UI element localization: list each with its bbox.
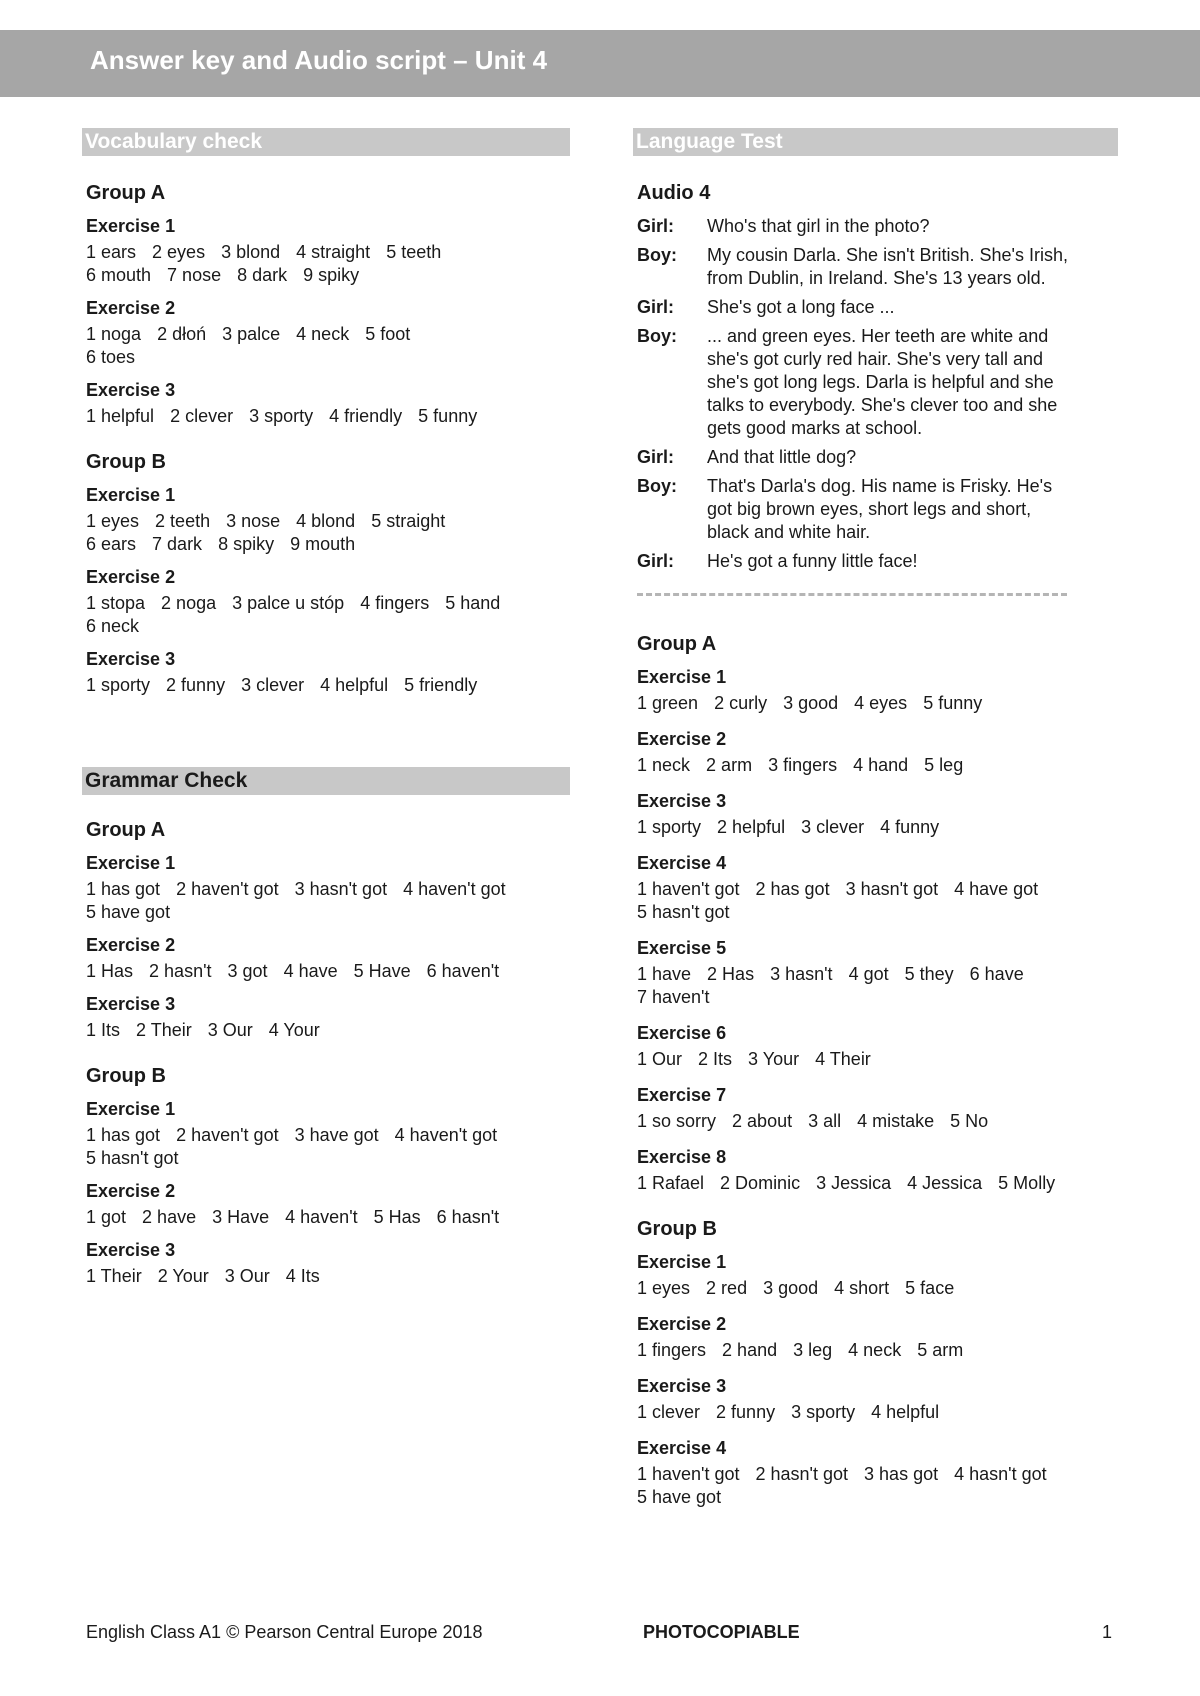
answer-item: 1 clever: [637, 1402, 701, 1422]
utterance-line: gets good marks at school.: [707, 418, 923, 438]
answer-item: 1 fingers: [637, 1340, 707, 1360]
exercise-title: Exercise 2: [86, 935, 176, 955]
answer-item: 1 Our: [637, 1049, 683, 1069]
answer-line: [637, 1339, 1118, 1362]
answer-line: [637, 1172, 1118, 1195]
utterance-line: she's got long legs. Darla is helpful and she: [707, 372, 1054, 392]
section-title-vocabulary: Vocabulary check: [82, 128, 570, 156]
answer-item: 4 short: [834, 1278, 890, 1298]
answer-item: 4 have: [283, 961, 338, 981]
answer-item: 2 funny: [716, 1402, 776, 1422]
answer-item: 1 eyes: [637, 1278, 691, 1298]
answer-item: 1 ears: [86, 242, 137, 262]
script-line: [637, 296, 1118, 319]
speaker-utterance: [707, 325, 1118, 440]
speaker-utterance: [707, 550, 1118, 573]
answer-item: 1 has got: [86, 879, 161, 899]
exercise-title: Exercise 2: [637, 729, 727, 749]
answer-item: 2 hasn't: [149, 961, 212, 981]
exercise-title: Exercise 1: [637, 667, 727, 687]
answer-item: 8 spiky: [218, 534, 275, 554]
left-column: [82, 128, 570, 1288]
answer-item: 3 nose: [226, 511, 281, 531]
answer-line: [637, 986, 1118, 1009]
answer-line: [637, 878, 1118, 901]
answer-item: 5 have got: [86, 902, 171, 922]
answer-item: 1 stopa: [86, 593, 146, 613]
exercise-title: Exercise 1: [86, 216, 176, 236]
answer-line: [86, 592, 570, 615]
answer-item: 1 has got: [86, 1125, 161, 1145]
answer-item: 5 they: [904, 964, 954, 984]
answer-line: [86, 264, 570, 287]
answer-item: 4 helpful: [871, 1402, 940, 1422]
answer-line: [637, 1110, 1118, 1133]
utterance-line: she's got curly red hair. She's very tall and: [707, 349, 1044, 369]
answer-item: 2 teeth: [155, 511, 211, 531]
exercise-title: Exercise 5: [637, 938, 727, 958]
speaker-label: Girl:: [637, 551, 675, 571]
answer-line: [637, 816, 1118, 839]
script-line: [637, 244, 1118, 290]
answer-item: 2 has got: [755, 879, 830, 899]
utterance-line: And that little dog?: [707, 447, 857, 467]
answer-item: 5 have got: [637, 1487, 722, 1507]
answer-item: 7 nose: [167, 265, 222, 285]
exercise-title: Exercise 4: [637, 1438, 727, 1458]
footer-page-number: 1: [1102, 1622, 1113, 1642]
answer-item: 3 good: [763, 1278, 819, 1298]
answer-item: 4 hand: [853, 755, 909, 775]
answer-item: 3 blond: [221, 242, 281, 262]
answer-item: 3 clever: [801, 817, 865, 837]
exercise-title: Exercise 6: [637, 1023, 727, 1043]
answer-item: 4 Its: [285, 1266, 320, 1286]
answer-item: 5 leg: [924, 755, 964, 775]
answer-item: 3 have got: [294, 1125, 379, 1145]
answer-item: 2 hand: [722, 1340, 778, 1360]
utterance-line: ... and green eyes. Her teeth are white and: [707, 326, 1049, 346]
speaker-utterance: [707, 446, 1118, 469]
answer-item: 4 mistake: [857, 1111, 935, 1131]
answer-item: 4 neck: [848, 1340, 902, 1360]
answer-line: [86, 241, 570, 264]
script-line: [637, 325, 1118, 440]
answer-item: 3 Jessica: [816, 1173, 892, 1193]
group-label: Group A: [86, 819, 166, 841]
speaker-label: Girl:: [637, 447, 675, 467]
exercise-title: Exercise 1: [637, 1252, 727, 1272]
section-title-language-test: Language Test: [633, 128, 1118, 156]
answer-line: [86, 674, 570, 697]
answer-line: [86, 510, 570, 533]
answer-item: 1 haven't got: [637, 1464, 740, 1484]
answer-item: 4 blond: [296, 511, 356, 531]
answer-line: [637, 1277, 1118, 1300]
answer-item: 4 straight: [296, 242, 371, 262]
exercise-title: Exercise 1: [86, 853, 176, 873]
answer-item: 4 Your: [268, 1020, 320, 1040]
answer-item: 1 noga: [86, 324, 142, 344]
group-label: Group A: [86, 182, 166, 204]
script-line: [637, 475, 1118, 544]
answer-item: 4 hasn't got: [954, 1464, 1047, 1484]
answer-line: [86, 1019, 570, 1042]
answer-item: 2 helpful: [717, 817, 786, 837]
answer-item: 3 Have: [212, 1207, 270, 1227]
exercise-title: Exercise 3: [86, 649, 176, 669]
answer-item: 3 Our: [207, 1020, 253, 1040]
group-label: Group B: [637, 1218, 717, 1240]
exercise-title: Exercise 2: [86, 567, 176, 587]
answer-item: 2 arm: [706, 755, 753, 775]
answer-line: [86, 901, 570, 924]
answer-item: 4 eyes: [854, 693, 908, 713]
answer-line: [86, 346, 570, 369]
answer-item: 6 have: [969, 964, 1024, 984]
answer-item: 3 clever: [241, 675, 305, 695]
answer-line: [86, 323, 570, 346]
answer-item: 3 Your: [748, 1049, 800, 1069]
answer-item: 5 Have: [353, 961, 411, 981]
answer-line: [637, 901, 1118, 924]
exercise-title: Exercise 8: [637, 1147, 727, 1167]
answer-item: 1 Its: [86, 1020, 121, 1040]
speaker-label: Girl:: [637, 216, 675, 236]
exercise-title: Exercise 1: [86, 485, 176, 505]
answer-item: 3 sporty: [249, 406, 314, 426]
exercise-title: Exercise 3: [86, 380, 176, 400]
answer-item: 5 teeth: [386, 242, 442, 262]
answer-item: 5 straight: [371, 511, 446, 531]
answer-item: 5 hasn't got: [86, 1148, 179, 1168]
audio-label: Audio 4: [637, 182, 711, 204]
answer-item: 3 palce u stóp: [232, 593, 345, 613]
answer-item: 3 hasn't: [770, 964, 833, 984]
answer-line: [637, 1048, 1118, 1071]
answer-item: 3 all: [808, 1111, 842, 1131]
script-line: [637, 446, 1118, 469]
answer-item: 6 ears: [86, 534, 137, 554]
answer-item: 5 face: [905, 1278, 955, 1298]
page-title: Answer key and Audio script – Unit 4: [90, 45, 548, 75]
answer-item: 3 leg: [793, 1340, 833, 1360]
answer-item: 1 Rafael: [637, 1173, 705, 1193]
answer-item: 1 Their: [86, 1266, 142, 1286]
exercise-title: Exercise 7: [637, 1085, 727, 1105]
speaker-label: Girl:: [637, 297, 675, 317]
answer-item: 3 hasn't got: [845, 879, 939, 899]
answer-item: 1 helpful: [86, 406, 155, 426]
answer-item: 5 arm: [917, 1340, 964, 1360]
group-label: Group B: [86, 1065, 166, 1087]
answer-item: 2 Has: [707, 964, 755, 984]
answer-item: 6 neck: [86, 616, 140, 636]
speaker-utterance: [707, 296, 1118, 319]
answer-line: [637, 1401, 1118, 1424]
answer-item: 3 good: [783, 693, 839, 713]
answer-item: 1 eyes: [86, 511, 140, 531]
answer-line: [86, 1265, 570, 1288]
answer-line: [86, 960, 570, 983]
answer-item: 5 Molly: [998, 1173, 1056, 1193]
answer-item: 2 Its: [698, 1049, 733, 1069]
answer-item: 5 No: [950, 1111, 989, 1131]
answer-item: 1 so sorry: [637, 1111, 717, 1131]
answer-item: 3 palce: [222, 324, 281, 344]
answer-item: 2 Their: [136, 1020, 192, 1040]
answer-item: 1 Has: [86, 961, 134, 981]
answer-item: 2 noga: [161, 593, 217, 613]
exercise-title: Exercise 2: [86, 1181, 176, 1201]
answer-item: 1 green: [637, 693, 699, 713]
answer-line: [86, 615, 570, 638]
answer-item: 1 have: [637, 964, 692, 984]
answer-item: 1 haven't got: [637, 879, 740, 899]
section-title-grammar: Grammar Check: [82, 767, 570, 795]
exercise-title: Exercise 3: [86, 1240, 176, 1260]
exercise-title: Exercise 4: [637, 853, 727, 873]
answer-item: 4 got: [848, 964, 889, 984]
answer-line: [637, 754, 1118, 777]
utterance-line: He's got a funny little face!: [707, 551, 918, 571]
exercise-title: Exercise 3: [637, 1376, 727, 1396]
footer-photocopiable: PHOTOCOPIABLE: [643, 1622, 800, 1642]
utterance-line: She's got a long face ...: [707, 297, 895, 317]
exercise-title: Exercise 2: [86, 298, 176, 318]
answer-item: 5 foot: [365, 324, 411, 344]
answer-item: 3 fingers: [768, 755, 838, 775]
answer-item: 2 hasn't got: [755, 1464, 849, 1484]
answer-item: 2 haven't got: [176, 879, 279, 899]
answer-item: 2 dłoń: [157, 324, 207, 344]
answer-item: 6 haven't: [426, 961, 500, 981]
answer-line: [637, 1486, 1118, 1509]
answer-item: 2 clever: [170, 406, 234, 426]
group-label: Group A: [637, 633, 717, 655]
answer-line: [637, 692, 1118, 715]
answer-item: 6 hasn't: [436, 1207, 500, 1227]
answer-item: 6 toes: [86, 347, 136, 367]
answer-item: 4 Jessica: [907, 1173, 983, 1193]
answer-item: 5 hand: [445, 593, 501, 613]
utterance-line: Who's that girl in the photo?: [707, 216, 930, 236]
answer-item: 7 dark: [152, 534, 203, 554]
answer-item: 2 red: [706, 1278, 748, 1298]
answer-item: 2 have: [142, 1207, 197, 1227]
answer-item: 2 eyes: [152, 242, 206, 262]
answer-line: [86, 1124, 570, 1147]
answer-item: 9 spiky: [303, 265, 360, 285]
answer-line: [86, 878, 570, 901]
utterance-line: black and white hair.: [707, 522, 871, 542]
answer-line: [637, 1463, 1118, 1486]
exercise-title: Exercise 1: [86, 1099, 176, 1119]
answer-item: 5 funny: [418, 406, 478, 426]
answer-item: 4 friendly: [329, 406, 403, 426]
answer-item: 3 hasn't got: [294, 879, 388, 899]
answer-item: 4 haven't got: [403, 879, 506, 899]
answer-line: [86, 533, 570, 556]
audio-script: [633, 215, 1118, 573]
answer-item: 7 haven't: [637, 987, 710, 1007]
right-column: [633, 128, 1118, 1509]
exercise-title: Exercise 3: [86, 994, 176, 1014]
utterance-line: That's Darla's dog. His name is Frisky. He's: [707, 476, 1053, 496]
answer-item: 3 Our: [224, 1266, 270, 1286]
answer-item: 3 got: [227, 961, 268, 981]
answer-item: 8 dark: [237, 265, 288, 285]
answer-item: 1 neck: [637, 755, 691, 775]
answer-line: [86, 405, 570, 428]
script-line: [637, 215, 1118, 238]
answer-item: 2 Dominic: [720, 1173, 801, 1193]
script-line: [637, 550, 1118, 573]
answer-item: 2 haven't got: [176, 1125, 279, 1145]
answer-item: 4 have got: [954, 879, 1039, 899]
speaker-label: Boy:: [637, 326, 677, 346]
footer-copyright: English Class A1 © Pearson Central Europe 2018: [86, 1622, 483, 1642]
answer-line: [637, 963, 1118, 986]
utterance-line: My cousin Darla. She isn't British. She's Irish,: [707, 245, 1069, 265]
answer-item: 2 curly: [714, 693, 768, 713]
speaker-label: Boy:: [637, 476, 677, 496]
speaker-utterance: [707, 215, 1118, 238]
answer-line: [86, 1206, 570, 1229]
answer-item: 1 got: [86, 1207, 127, 1227]
speaker-utterance: [707, 244, 1118, 290]
answer-item: 4 haven't got: [394, 1125, 498, 1145]
answer-item: 6 mouth: [86, 265, 152, 285]
group-label: Group B: [86, 451, 166, 473]
answer-item: 4 fingers: [360, 593, 430, 613]
answer-item: 5 funny: [923, 693, 983, 713]
answer-item: 4 Their: [815, 1049, 871, 1069]
utterance-line: from Dublin, in Ireland. She's 13 years old.: [707, 268, 1046, 288]
speaker-label: Boy:: [637, 245, 677, 265]
answer-item: 4 neck: [296, 324, 350, 344]
answer-item: 2 Your: [157, 1266, 209, 1286]
answer-item: 2 about: [732, 1111, 793, 1131]
answer-item: 4 haven't: [285, 1207, 358, 1227]
answer-item: 5 friendly: [404, 675, 478, 695]
answer-item: 2 funny: [166, 675, 226, 695]
answer-item: 3 has got: [864, 1464, 939, 1484]
answer-item: 9 mouth: [290, 534, 356, 554]
header-bar: [0, 30, 1200, 97]
utterance-line: got big brown eyes, short legs and short,: [707, 499, 1032, 519]
exercise-title: Exercise 3: [637, 791, 727, 811]
answer-item: 5 Has: [373, 1207, 421, 1227]
exercise-title: Exercise 2: [637, 1314, 727, 1334]
answer-item: 4 helpful: [320, 675, 389, 695]
speaker-utterance: [707, 475, 1118, 544]
answer-item: 5 hasn't got: [637, 902, 730, 922]
utterance-line: talks to everybody. She's clever too and she: [707, 395, 1058, 415]
answer-line: [86, 1147, 570, 1170]
answer-item: 4 funny: [880, 817, 940, 837]
answer-item: 1 sporty: [86, 675, 151, 695]
answer-item: 3 sporty: [791, 1402, 856, 1422]
answer-item: 1 sporty: [637, 817, 702, 837]
